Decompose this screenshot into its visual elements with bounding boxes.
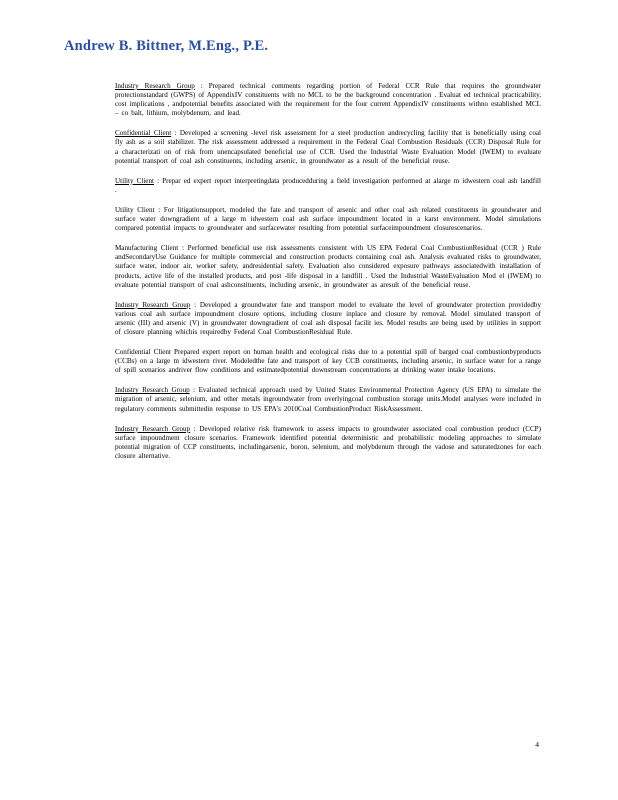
project-description: : Developed relative risk framework to assess impacts to groundwater associated coal combustion product (CCP) surface impoundment closure scenarios. Framework identified potential deterministic and probabilistic modeling approaches to simulate potential migration of CCP constituents, includingarsenic, boron, selenium, and molybdenum through the vadose and saturatedzones for each closure alternative. <box>115 424 541 460</box>
project-description: Confidential Client Prepared expert report on human health and ecological risks due to a potential spill of barged coal combustionbyproducts (CCBs) on a large m idwestern river. Modeledthe fate and transport of key CCB constituents, including arsenic, in surface water for a range of spill scenarios andriver flow conditions and estimatedpotential downstream concentrations at drinking water intake locations. <box>115 348 541 375</box>
author-name-header: Andrew B. Bittner, M.Eng., P.E. <box>64 38 269 54</box>
project-paragraph <box>115 301 541 337</box>
project-paragraph <box>115 244 541 289</box>
project-description: : Developed a groundwater fate and transport model to evaluate the level of groundwater protection providedby various coal ash surface impoundment closure options, including closure inplace and closure by removal. Model simulated transport of arsenic (III) and arsenic (V) in groundwater downgradient of coal ash disposal facilit ies. Model results are being used by utilities in support of closure planning whichis requiredby Federal Coal CombustionResidual Rule. <box>115 300 541 336</box>
client-name: Industry Research Group <box>115 424 191 433</box>
project-paragraph <box>115 425 541 461</box>
project-description: : Developed a screening -level risk assessment for a steel production andrecycling facility that is beneficially using coal fly ash as a soil stabilizer. The risk assessment addressed a requirement in the Federal Coal Combustion Residuals (CCR) Disposal Rule for a characterizati on of risk from unencapsulated beneficial use of CCR. Used the Industrial Waste Evaluation Model (IWEM) to evaluate potential transport of coal ash constituents, including arsenic, in groundwater as a result of the beneficial reuse. <box>115 129 541 165</box>
project-paragraph <box>115 206 541 233</box>
project-paragraph <box>115 348 541 375</box>
client-name: Industry Research Group <box>115 300 191 309</box>
project-description: Utility Client : For litigationsupport, modeled the fate and transport of arsenic and other coal ash related constituents in groundwater and surface water downgradient of a large m idwestern coal ash surface impoundment located in a karst environment. Model simulations compared potential impacts to groundwater and surfacewater resulting from potential surfaceimpoundment closurescenarios. <box>115 205 541 233</box>
client-name: Industry Research Group <box>115 82 195 90</box>
project-paragraph <box>115 177 541 195</box>
project-description: Manufacturing Client : Performed beneficial use risk assessments consistent with US EPA Federal Coal CombustionResidual (CCR ) Rule andSecondaryUse Guidance for multiple commercial and construction products containing coal ash. Analysis evaluated risks to groundwater, surface water, indoor air, worker safety, andresidential safety. Evaluation also considered exposure pathways associatedwith installation of products, active life of the installed products, and post -life disposal in a landfill . Used the Industrial WasteEvaluation Mod el (IWEM) to evaluate potential transport of coal ashconstituents, including arsenic, in groundwater as aresult of the beneficial reuse. <box>115 244 541 289</box>
project-paragraph <box>115 82 541 118</box>
project-list <box>115 82 541 472</box>
page-number: 4 <box>535 740 539 749</box>
project-paragraph <box>115 386 541 413</box>
project-description: : Prepared technical comments regarding portion of Federal CCR Rule that requires the groundwater protectionstandard (GWPS) of AppendixIV constituents with no MCL to be the background concentration . Evaluat ed technical practicability, cost implications , andpotential benefits associated with the requirement for the four current AppendixIV constituents withno established MCL – co balt, lithium, molybdenum, and lead. <box>115 82 541 118</box>
client-name: Confidential Client <box>115 129 172 138</box>
client-name: Utility Client <box>115 176 154 185</box>
client-name: Industry Research Group <box>115 386 190 395</box>
project-description: : Prepar ed expert report interpretingdata producedduring a field investigation performed at alarge m idwestern coal ash landfill . <box>115 176 541 194</box>
project-paragraph <box>115 129 541 165</box>
project-description: : Evaluated technical approach used by United States Environmental Protection Agency (US EPA) to simulate the migration of arsenic, selenium, and other metals ingroundwater from overlyingcoal combustion storage units.Model analyses were included in regulatory comments submittedin response to US EPA's 2010Coal CombustionProduct RiskAssessment. <box>115 386 541 413</box>
